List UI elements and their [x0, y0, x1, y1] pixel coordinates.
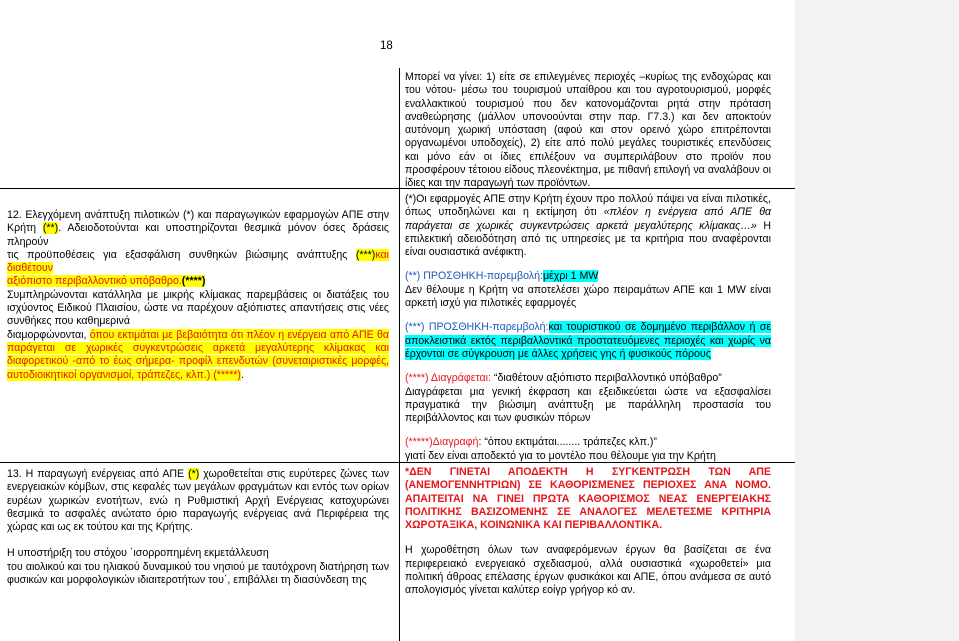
note-5 [405, 436, 771, 463]
note-2-insertion: μέχρι 1 MW [542, 270, 599, 283]
point-12-heading: 12. Ελεγχόμενη ανάπτυξη πιλοτικών (*) και παραγωγικών εφαρμογών ΑΠΕ στην Κρήτη [7, 209, 389, 235]
point-12-part-d: διαμορφώνονται, [7, 328, 90, 341]
deleted-text-2: αξιόπιστο περιβαλλοντικό υπόβαθρο. [7, 275, 182, 288]
note-1-quote: «πλέον η ενέργεια από ΑΠΕ θα παράγεται σε χωρικές συγκεντρώσεις αρκετά μεγαλύτερης κλίμακας…» [405, 206, 772, 232]
note-ref-3: (***) [355, 248, 376, 261]
note-5-text: γιατί δεν είναι αποδεκτό για το μοντέλο που θέλουμε για την Κρήτη [405, 449, 716, 462]
point-13-support [7, 547, 389, 587]
point-13-support-b: του αιολικού και του ηλιακού δυναμικού του νησιού με ταυτόχρονη διατήρηση των φυσικών και μορφολογικών ιδιαιτεροτήτων του΄, επιβάλλει τη διασύνδεση της [7, 560, 389, 587]
note-1-text: (*)Οι εφαρμογές ΑΠΕ στην Κρήτη έχουν προ πολλού πάψει να είναι πιλοτικές, όπως υποδηλώνει και η εκτίμηση ότι [405, 193, 771, 219]
point-13-body: χωροθετείται στις ευρύτερες ζώνες των ενεργειακών κόμβων, στις κεφαλές των μεγάλων φραγμάτων και εντός των ορίων ευρέων χωρικών ενοτήτων, ενώ η Ρυθμιστική Αρχή Ενέργειας κατοχυρώνει θεσμικά το ασφαλές ανώτατο όριο παραγωγής ενέργειας ανά Περιφέρεια της χώρας και ως εκ τούτου και της Κρήτης. [7, 468, 390, 534]
note-2 [405, 270, 771, 310]
siting-paragraph: Η χωροθέτηση όλων των αναφερόμενων έργων θα βασίζεται σε ένα περιφερειακό ενεργειακό σχεδιασμού, αλλά ουσιαστικά «χωροθετεί» μια πολιτική άθροας επέλασης έργων φυσικάκοι και ΑΠΕ, όπου ανάμεσα σε αυτό απολογισμός γίνεται καλύτερ εοίγρ γρήγορ κό αν. [405, 544, 771, 597]
note-3 [405, 321, 771, 361]
point-12-part-c: Συμπληρώνονται κατάλληλα με μικρής κλίμακας παρεμβάσεις οι διατάξεις του ισχύοντος Ειδικού Πλαισίου, ώστε να παρέχουν αξιόπιστες απαντήσεις στις νέες συνθήκες που καθημερινά [7, 288, 389, 328]
point-12-text [7, 209, 389, 382]
note-2-tag: (**) ΠΡΟΣΘΗΚΗ-παρεμβολή: [405, 270, 543, 283]
right-cell-notes [405, 193, 771, 463]
right-cell-caps [405, 466, 771, 598]
column-divider [399, 68, 400, 641]
note-4-text: Διαγράφεται μια γενική έκφραση και εξειδικεύεται ώστε να εξασφαλίσει πραγματικά την βιώσιμη ανάπτυξη με παράλληλη προστασία του περιβάλλοντος και των φυσικών πόρων [405, 385, 771, 425]
note-4-quote: “διαθέτουν αξιόπιστο περιβαλλοντικό υπόβαθρο” [490, 372, 722, 385]
caps-statement: *ΔΕΝ ΓΙΝΕΤΑΙ ΑΠΟΔΕΚΤΗ Η ΣΥΓΚΕΝΤΡΩΣΗ ΤΩΝ ΑΠΕ (ΑΝΕΜΟΓΕΝΝΗΤΡΙΩΝ) ΣΕ ΚΑΘΟΡΙΣΜΕΝΕΣ ΠΕΡΙΟΧΕΣ ΑΝΑ ΝΟΜΟ. ΑΠΑΙΤΕΙΤΑΙ ΝΑ ΓΙΝΕΙ ΠΡΩΤΑ ΚΑΘΟΡΙΣΜΟΣ ΝΕΑΣ ΕΝΕΡΓΕΙΑΚΗΣ ΠΟΛΙΤΙΚΗΣ ΒΑΣΙΖΟΜΕΝΗΣ ΣΕ ΑΝΑΛΟΓΕΣ ΜΕΛΕΤΕΣΜΕ ΚΡΙΤΗΡΙΑ ΧΩΡΟΤΑΞΙΚΑ, ΚΟΙΝΩΝΙΚΑ ΚΑΙ ΠΕΡΙΒΑΛΛΟΝΤΙΚΑ. [405, 466, 771, 532]
note-5-quote: : “όπου εκτιμάται........ τράπεζες κλπ.)” [478, 436, 657, 449]
deleted-text-3: όπου εκτιμάται με βεβαιότητα ότι πλέον η ενέργεια από ΑΠΕ θα παράγεται σε χωρικές συγκεντρώσεις αρκετά μεγαλύτερης κλίμακας και διαφορετικού -από το έως σήμερα- προφίλ επενδυτών (συνεταιριστικές μορφές, αυτοδιοικητικοί οργανισμοί, τράπεζες, κλπ.) (*****) [7, 328, 389, 381]
note-5-tag: (*****)Διαγραφή [405, 436, 479, 449]
note-4-tag: (****) Διαγράφεται: [405, 372, 491, 385]
note-2-text: Δεν θέλουμε η Κρήτη να αποτελέσει χώρο πειραμάτων ΑΠΕ και 1 MW είναι αρκετή ισχύ για πιλοτικές εφαρμογές [405, 283, 771, 310]
point-12-part-b: τις προϋποθέσεις για εξασφάλιση συνθηκών βιώσιμης ανάπτυξης [7, 248, 356, 261]
point-12-part-a: . Αδειοδοτούνται και υποστηρίζονται θεσμικά μόνον όσες δράσεις πληρούν [7, 222, 389, 248]
note-3-insertion: και τουριστικού σε δομημένο περιβάλλον ή σε αποκλειστικά εκτός περιβαλλοντικά προστατευόμενες περιοχές και χωρίς να έρχονται σε σύγκρουση με άλλες χρήσεις γης ή φυσικούς πόρους [405, 321, 771, 360]
note-ref-4: (****) [181, 275, 206, 288]
note-ref-1: (*) [188, 468, 200, 480]
point-13-heading: 13. Η παραγωγή ενέργειας από ΑΠΕ [7, 468, 189, 480]
deleted-text-1: και διαθέτουν [7, 248, 389, 275]
note-1-conclusion: Η επιλεκτική αδειοδότηση από τις υπηρεσίες με τα κριτήρια που αναφέρονται είναι ουσιαστικά ανέφικτη. [405, 219, 771, 259]
right-cell-intro [405, 71, 771, 191]
page-number: 18 [380, 40, 393, 52]
left-cell-point-12 [7, 209, 389, 382]
comments-pane [795, 0, 959, 641]
note-1 [405, 193, 771, 259]
point-13-support-a: Η υποστήριξη του στόχου ΄ισορροπημένη εκμετάλλευση [7, 547, 269, 560]
note-3-tag: (***) ΠΡΟΣΘΗΚΗ-παρεμβολή: [405, 321, 549, 334]
left-cell-point-13 [7, 468, 389, 587]
point-13-text [7, 468, 389, 534]
note-ref-2: (**) [42, 222, 59, 235]
point-12-end: . [240, 368, 244, 381]
note-4 [405, 372, 771, 425]
intro-paragraph: Μπορεί να γίνει: 1) είτε σε επιλεγμένες περιοχές –κυρίως της ενδοχώρας και του νότου- μέσω του τουρισμού υπαίθρου και του αγροτουρισμού, μορφές εναλλακτικού τουρισμού που δεν κατονομάζονται ρητά στην πρόταση αναθεώρησης (μάλλον υπονοούνται στην παρ. Γ7.3.) και δεν αποκτούν αυτόνομη χωρική υπόσταση (αφού και στον ορεινό χώρο επιτρέπονται οργανωμένοι υποδοχείς), 2) είτε από πολύ μεγάλες τουριστικές επενδύσεις και μόνο εάν οι ίδιες επιλέξουν να συμπεριλάβουν στο προϊόν που προσφέρουν τέτοιου είδους πλεονέκτημα, με πιθανή επιλογή να αναλάβουν οι ίδιες και την παραγωγή των προϊόντων. [405, 71, 771, 190]
